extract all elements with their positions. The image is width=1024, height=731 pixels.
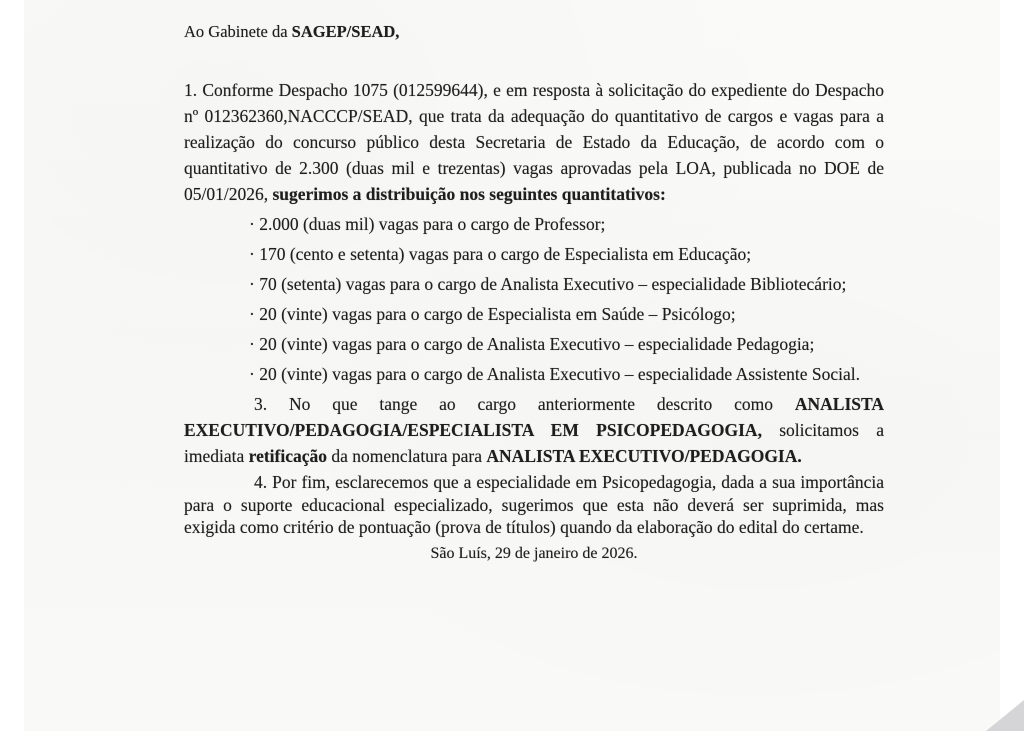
- vacancy-item: · 20 (vinte) vagas para o cargo de Especialista em Saúde – Psicólogo;: [249, 304, 736, 324]
- recipient-line: [184, 20, 884, 44]
- paragraph-3-text: 3. No que tange ao cargo anteriormente descrito como: [254, 394, 795, 414]
- job-title-new: ANALISTA EXECUTIVO/PEDAGOGIA.: [486, 446, 802, 466]
- paragraph-3: [184, 391, 884, 469]
- recipient-prefix: Ao Gabinete da: [184, 22, 292, 41]
- vacancy-item: · 70 (setenta) vagas para o cargo de Analista Executivo – especialidade Bibliotecário;: [249, 274, 847, 294]
- document-content: [184, 0, 884, 565]
- paragraph-3-text: da nomenclatura para: [327, 446, 487, 466]
- vacancy-item: · 2.000 (duas mil) vagas para o cargo de Professor;: [249, 214, 606, 234]
- paragraph-1: [184, 77, 884, 207]
- date-line: São Luís, 29 de janeiro de 2026.: [430, 544, 638, 562]
- paragraph-1-text: 1. Conforme Despacho 1075 (012599644), e em resposta à solicitação do expediente do Despacho nº 012362360,NACCCP/SEAD, que trata da adequação do quantitativo de cargos e vagas para a realização do concurso público desta Secretaria de Estado da Educação, de acordo com o quantitativo de 2.300 (duas mil e trezentas) vagas aprovadas pela LOA, publicada no DOE de 05/01/2026,: [184, 80, 884, 204]
- vacancy-item: · 170 (cento e setenta) vagas para o cargo de Especialista em Educação;: [249, 244, 752, 264]
- document-page: [24, 0, 1000, 731]
- paragraph-3-text: solicitamos a imediata: [184, 420, 885, 466]
- job-title-old: ANALISTA EXECUTIVO/PEDAGOGIA/ESPECIALISTA EM PSICOPEDAGOGIA,: [184, 394, 884, 440]
- vacancy-item: · 20 (vinte) vagas para o cargo de Analista Executivo – especialidade Pedagogia;: [249, 334, 815, 354]
- paragraph-1-emphasis: sugerimos a distribuição nos seguintes quantitativos:: [272, 184, 666, 204]
- vacancy-list: [184, 211, 884, 387]
- retification-emphasis: retificação: [248, 446, 328, 466]
- vacancy-item: · 20 (vinte) vagas para o cargo de Analista Executivo – especialidade Assistente Social.: [249, 364, 861, 384]
- recipient-name: SAGEP/SEAD,: [291, 22, 400, 41]
- page-corner-fold-icon: [986, 700, 1024, 731]
- paragraph-4: 4. Por fim, esclarecemos que a especialidade em Psicopedagogia, dada a sua importância para o suporte educacional especializado, sugerimos que esta não deverá ser suprimida, mas exigida como critério de pontuação (prova de títulos) quando da elaboração do edital do certame.: [184, 472, 884, 537]
